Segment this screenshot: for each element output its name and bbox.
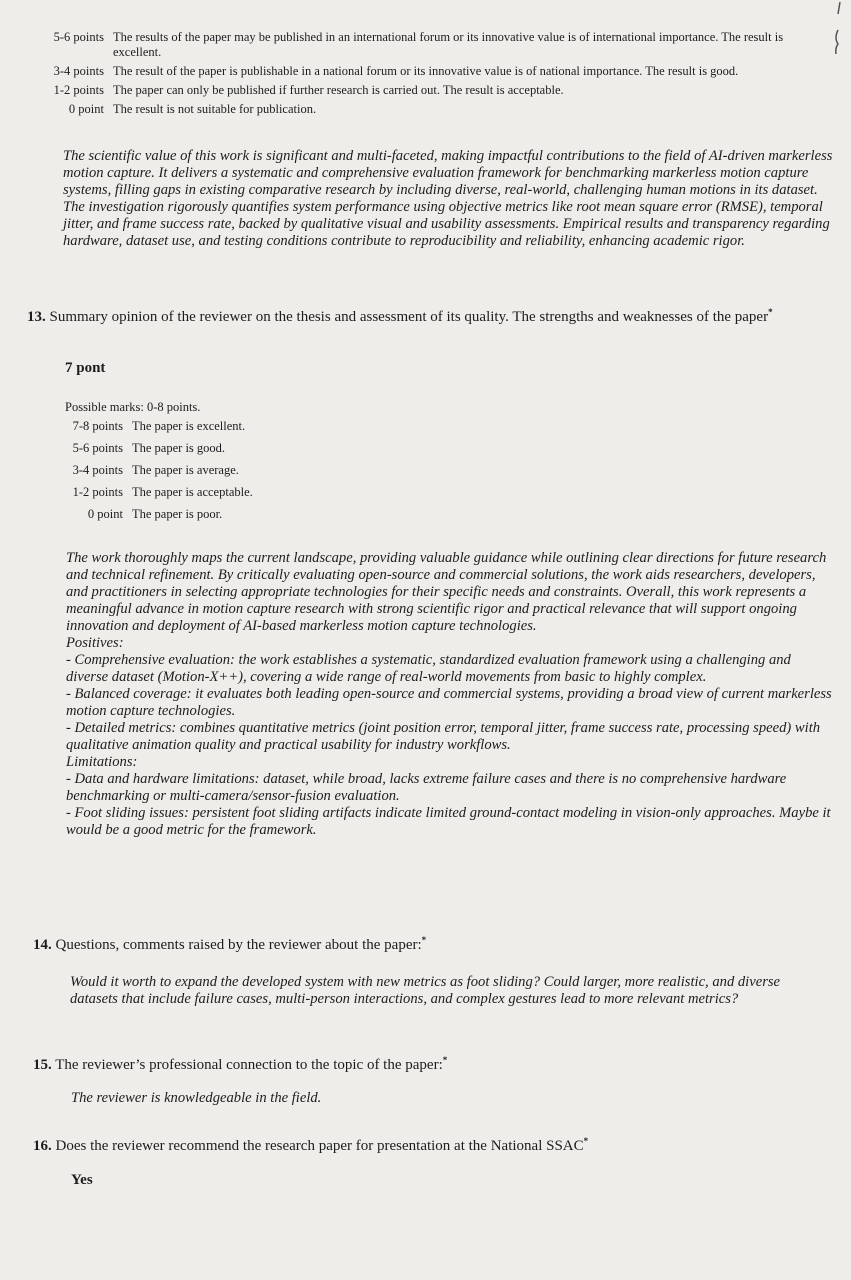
scale-description: The paper is acceptable.	[132, 485, 253, 499]
question-text: Summary opinion of the reviewer on the thesis and assessment of its quality. The strengths and weaknesses of the paper	[49, 309, 769, 325]
summary-paragraph: The work thoroughly maps the current landscape, providing valuable guidance while outlining clear directions for future research and technical refinement. By critically evaluating open-source and commercial solutions, the work aids researchers, developers, and practitioners in selecting appropriate technologies for their specific needs and constraints. Overall, this work represents a meaningful advance in motion capture research with strong scientific rigor and practical relevance that will support ongoing innovation and deployment of AI-based markerless motion capture technologies.	[66, 550, 827, 634]
q15-answer: The reviewer is knowledgeable in the field.	[71, 1090, 322, 1106]
scale-points: 5-6 points	[72, 441, 123, 455]
question-text: Does the reviewer recommend the research paper for presentation at the National SSAC	[55, 1138, 584, 1154]
scale-points: 1-2 points	[53, 83, 104, 97]
limitations-label: Limitations:	[66, 754, 138, 770]
top-scale	[40, 30, 815, 121]
question-number: 15.	[33, 1057, 52, 1073]
scale-row	[40, 441, 440, 456]
required-asterisk: *	[421, 935, 427, 945]
scale-row	[40, 463, 440, 478]
scale-row	[40, 64, 815, 79]
positives-label: Positives:	[66, 635, 124, 651]
possible-marks: Possible marks: 0-8 points.	[65, 400, 201, 414]
required-asterisk: *	[583, 1136, 589, 1146]
q13-summary-block	[66, 550, 834, 839]
scale-points: 5-6 points	[53, 30, 104, 44]
scale-row	[40, 419, 440, 434]
scale-points: 3-4 points	[72, 463, 123, 477]
scientific-value-paragraph: The scientific value of this work is significant and multi-faceted, making impactful contributions to the field of AI-driven markerless motion capture. It delivers a systematic and comprehensive evaluation framework for benchmarking markerless motion capture systems, filling gaps in existing comparative research by including diverse, real-world, challenging human motions in its dataset. The investigation rigorously quantifies system performance using objective metrics like root mean square error (RMSE), temporal jitter, and frame success rate, backed by qualitative visual and usability assessments. Empirical results and transparency regarding hardware, dataset use, and testing conditions contribute to reproducibility and reliability, enhancing academic rigor.	[63, 148, 833, 249]
question-number: 13.	[27, 309, 46, 325]
q14-answer: Would it worth to expand the developed system with new metrics as foot sliding? Could larger, more realistic, and diverse datasets that include failure cases, multi-person interactions, and complex gestures lead to more relevant metrics?	[70, 974, 781, 1007]
scale-row	[40, 102, 815, 117]
scale-row	[40, 485, 440, 500]
scale-row	[40, 30, 815, 60]
positive-item: - Balanced coverage: it evaluates both leading open-source and commercial systems, providing a broad view of current markerless motion capture technologies.	[66, 686, 832, 719]
question-number: 16.	[33, 1138, 52, 1154]
pen-mark-icon	[826, 0, 846, 60]
question-text: Questions, comments raised by the reviewer about the paper:	[55, 937, 422, 953]
required-asterisk: *	[768, 307, 773, 317]
question-number: 14.	[33, 937, 52, 953]
limitation-item: - Foot sliding issues: persistent foot sliding artifacts indicate limited ground-contact modeling in vision-only approaches. Maybe it would be a good metric for the framework.	[66, 805, 831, 838]
question-14-heading	[33, 931, 813, 955]
question-16-heading	[33, 1132, 823, 1156]
scale-points: 0 point	[87, 507, 123, 521]
positive-item: - Comprehensive evaluation: the work establishes a systematic, standardized evaluation framework using a challenging and diverse dataset (Motion-X++), covering a wide range of real-world movements from basic to highly complex.	[66, 652, 791, 685]
q13-mark: 7 pont	[65, 360, 106, 376]
scale-points: 3-4 points	[53, 64, 104, 78]
question-text: The reviewer’s professional connection to the topic of the paper:	[55, 1057, 443, 1073]
scale-row	[40, 507, 440, 522]
limitation-item: - Data and hardware limitations: dataset, while broad, lacks extreme failure cases and there is no comprehensive hardware benchmarking or multi-camera/sensor-fusion evaluation.	[66, 771, 787, 804]
scale-description: The paper is average.	[132, 463, 239, 477]
required-asterisk: *	[442, 1055, 448, 1065]
positive-item: - Detailed metrics: combines quantitative metrics (joint position error, temporal jitter, frame success rate, processing speed) with qualitative animation quality and practical usability for industry workflows.	[66, 720, 821, 753]
scale-description: The result of the paper is publishable in a national forum or its innovative value is of national importance. The result is good.	[113, 64, 739, 78]
scale-points: 7-8 points	[72, 419, 123, 433]
scale-description: The results of the paper may be published in an international forum or its innovative value is of international importance. The result is excellent.	[113, 30, 784, 59]
scale-description: The result is not suitable for publication.	[113, 102, 317, 116]
scale-points: 0 point	[68, 102, 104, 116]
question-13-heading	[27, 303, 807, 327]
scale-row	[40, 83, 815, 98]
question-15-heading	[33, 1051, 813, 1075]
scale-points: 1-2 points	[72, 485, 123, 499]
scale-description: The paper can only be published if further research is carried out. The result is acceptable.	[113, 83, 564, 97]
scale-description: The paper is poor.	[132, 507, 223, 521]
scale-description: The paper is good.	[132, 441, 226, 455]
scale-description: The paper is excellent.	[132, 419, 246, 433]
q16-answer: Yes	[71, 1172, 93, 1188]
q13-scale	[40, 419, 440, 529]
